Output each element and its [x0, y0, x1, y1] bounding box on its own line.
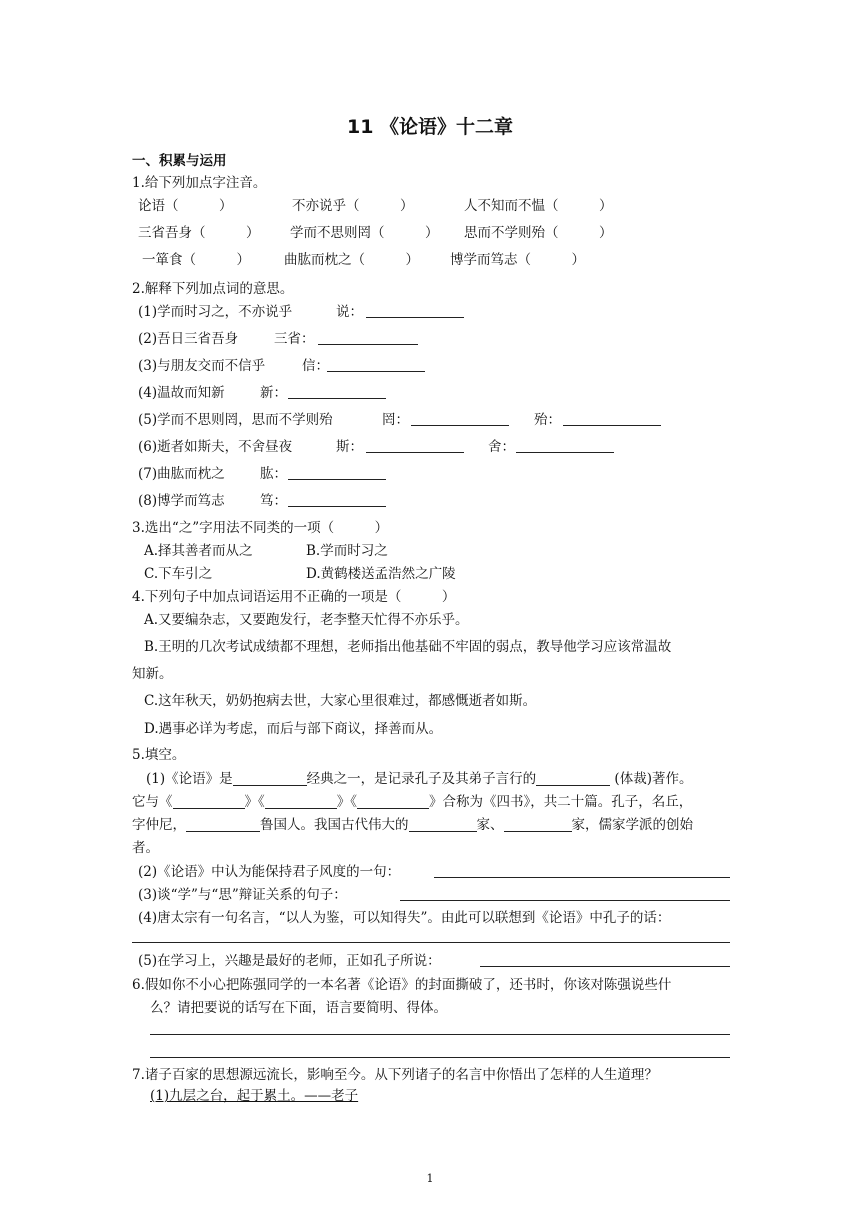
q1-item: 人不知而不愠（ ） — [464, 198, 613, 214]
answer-line[interactable] — [288, 506, 386, 507]
fill-blank[interactable] — [173, 794, 245, 809]
q4-stem: 4.下列句子中加点词语运用不正确的一项是（ ） — [132, 589, 456, 605]
q5-p2: (2)《论语》中认为能保持君子风度的一句： — [138, 864, 401, 880]
fill-blank[interactable] — [233, 771, 307, 786]
q3-option-a: A.择其善者而从之 — [144, 543, 253, 559]
q2-keyword: 斯： — [336, 439, 363, 455]
q1-item: 不亦说乎（ ） — [292, 198, 414, 214]
fill-blank[interactable] — [504, 817, 572, 832]
q4-option-c: C.这年秋天，奶奶抱病去世，大家心里很难过，都感慨逝者如斯。 — [144, 693, 537, 709]
q1-item: 曲肱而枕之（ ） — [284, 252, 419, 268]
fill-blank[interactable] — [186, 817, 260, 832]
q2-keyword: 三省： — [274, 331, 315, 347]
q5-stem: 5.填空。 — [132, 747, 186, 763]
answer-line[interactable] — [366, 317, 464, 318]
q2-sentence: (6)逝者如斯夫，不舍昼夜 — [138, 439, 293, 455]
q1-item: 博学而笃志（ ） — [450, 252, 585, 268]
q4-option-d: D.遇事必详为考虑，而后与部下商议，择善而从。 — [144, 721, 443, 737]
q2-keyword: 舍： — [488, 439, 515, 455]
q2-keyword: 殆： — [534, 412, 561, 428]
q5-p1-line4: 者。 — [132, 840, 159, 856]
q5-p1-line1: (1)《论语》是 经典之一，是记录孔子及其弟子言行的 (体裁)著作。 — [146, 771, 693, 787]
section-heading: 一、积累与运用 — [132, 153, 227, 169]
q4-option-b: B.王明的几次考试成绩都不理想，老师指出他基础不牢固的弱点，教导他学习应该常温故 — [144, 639, 672, 655]
q2-keyword: 说： — [336, 304, 363, 320]
fill-blank[interactable] — [357, 794, 429, 809]
q2-keyword: 信： — [302, 358, 329, 374]
q6-line1: 6.假如你不小心把陈强同学的一本名著《论语》的封面撕破了，还书时，你该对陈强说些什 — [132, 977, 672, 993]
q5-p1-line3: 字仲尼， 鲁国人。我国古代伟大的 家、 家，儒家学派的创始 — [132, 817, 693, 833]
q2-keyword: 新： — [260, 385, 287, 401]
page-title: 11 《论语》十二章 — [346, 116, 514, 138]
q7-p1: (1)九层之台，起于累土。——老子 — [150, 1088, 359, 1104]
answer-line[interactable] — [132, 942, 730, 943]
answer-line[interactable] — [411, 425, 509, 426]
q2-sentence: (7)曲肱而枕之 — [138, 466, 225, 482]
answer-line[interactable] — [288, 398, 386, 399]
q1-item: 思而不学则殆（ ） — [464, 225, 613, 241]
q4-option-a: A.又要编杂志，又要跑发行，老李整天忙得不亦乐乎。 — [144, 612, 469, 628]
fill-blank[interactable] — [536, 771, 610, 786]
q7-stem: 7.诸子百家的思想源远流长，影响至今。从下列诸子的名言中你悟出了怎样的人生道理？ — [132, 1067, 658, 1083]
q5-p1-line2: 它与《 》《 》《 》合称为《四书》，共二十篇。孔子，名丘， — [132, 794, 693, 810]
q3-option-b: B.学而时习之 — [306, 543, 388, 559]
q1-item: 学而不思则罔（ ） — [290, 225, 439, 241]
q3-option-d: D.黄鹤楼送孟浩然之广陵 — [306, 566, 456, 582]
q2-keyword: 笃： — [260, 493, 287, 509]
q2-sentence: (8)博学而笃志 — [138, 493, 225, 509]
answer-line[interactable] — [563, 425, 661, 426]
q1-item: 论语（ ） — [138, 198, 233, 214]
q3-stem: 3.选出“之”字用法不同类的一项（ ） — [132, 520, 389, 536]
answer-line[interactable] — [327, 371, 425, 372]
answer-line[interactable] — [400, 900, 730, 901]
answer-line[interactable] — [150, 1034, 730, 1035]
q2-keyword: 肱： — [260, 466, 287, 482]
q1-item: 三省吾身（ ） — [138, 225, 260, 241]
answer-line[interactable] — [150, 1057, 730, 1058]
q4-option-b-cont: 知新。 — [132, 666, 173, 682]
q1-stem: 1.给下列加点字注音。 — [132, 175, 267, 191]
q2-sentence: (1)学而时习之，不亦说乎 — [138, 304, 293, 320]
fill-blank[interactable] — [409, 817, 477, 832]
q5-p3: (3)谈“学”与“思”辩证关系的句子： — [138, 887, 347, 903]
q2-keyword: 罔： — [382, 412, 409, 428]
q5-p4: (4)唐太宗有一句名言，“以人为鉴，可以知得失”。由此可以联想到《论语》中孔子的话： — [138, 910, 671, 926]
answer-line[interactable] — [434, 877, 730, 878]
fill-blank[interactable] — [265, 794, 337, 809]
answer-line[interactable] — [366, 452, 464, 453]
q2-sentence: (2)吾日三省吾身 — [138, 331, 239, 347]
q6-line2: 么？请把要说的话写在下面，语言要简明、得体。 — [150, 1000, 447, 1016]
answer-line[interactable] — [288, 479, 386, 480]
answer-line[interactable] — [318, 344, 418, 345]
answer-line[interactable] — [516, 452, 614, 453]
q2-sentence: (5)学而不思则罔，思而不学则殆 — [138, 412, 333, 428]
q1-item: 一箪食（ ） — [142, 252, 250, 268]
q2-stem: 2.解释下列加点词的意思。 — [132, 281, 294, 297]
q2-sentence: (3)与朋友交而不信乎 — [138, 358, 266, 374]
page-number: 1 — [426, 1172, 434, 1185]
q2-sentence: (4)温故而知新 — [138, 385, 225, 401]
q3-option-c: C.下车引之 — [144, 566, 213, 582]
answer-line[interactable] — [480, 966, 730, 967]
q5-p5: (5)在学习上，兴趣是最好的老师，正如孔子所说： — [138, 953, 441, 969]
